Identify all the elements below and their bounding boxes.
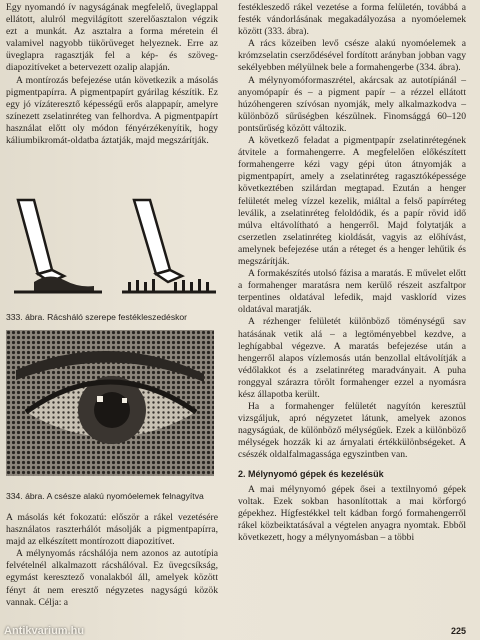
paragraph: A mai mélynyomó gépek ősei a textilnyomó gépek voltak. Ezek sokban hasonlítottak a mai körforgó gépekhez. Hígfestékkel telt kádban forgó formahengerről rákel közbeiktatásával a végtelen anyagra nyomtak. Ebből következett, hogy a mélynyomásban – a többi [238, 483, 466, 544]
paragraph: Egy nyomandó ív nagyságának megfelelő, üveglappal ellátott, alulról megvilágított szerelőasztalon végzik ezt a munkát. Az asztalra a forma méretein él valamivel nagyobb tükörüveget helyeznek. Erre az üveglapra ragasztják fel a kép- és szöveg-diapozitíveket a betervezett ozalip alapján. [6, 2, 218, 74]
figure-334-caption: 334. ábra. A csésze alakú nyomóelemek felnagyítva [6, 491, 204, 501]
paragraph: festékleszedő rákel vezetése a forma felületén, továbbá a festék vándorlásának megakadályozása a nyomóelemek között (333. ábra). [238, 2, 466, 38]
paragraph: A formakészítés utolsó fázisa a maratás. E művelet előtt a formahenger maratásra nem kerülő részeit aszfaltpor terpentines oldatával lefedik, majd vaskloríd vizes oldatával maratják. [238, 268, 466, 316]
figure-333-caption: 333. ábra. Rácsháló szerepe festékleszedéskor [6, 312, 188, 322]
paragraph: A rács közeiben levő csésze alakú nyomóelemek a krómzselatin cserződésével fordított arányban jobban vagy sekélyebben mélyülnek bele a formahengerbe (334. ábra). [238, 38, 466, 74]
paragraph: Ha a formahenger felületét nagyítón keresztül vizsgáljuk, apró négyzetet látunk, amelyek azonos nagyságúak, de különböző mélységűek. Ezek a különböző mélységek hozzák ki az árnyalati értékkülönbségeket. A csészék oldalfalmagassága egyszintben van. [238, 401, 466, 461]
watermark: Antikvarium.hu [4, 625, 85, 637]
section-heading: 2. Mélynyomó gépek és kezelésük [238, 468, 384, 479]
paragraph: A montírozás befejezése után következik a másolás pigmentpapírra. A pigmentpapírt gyárilag készítik. Ez egy jó vízáteresztő képességű erős alappapír, amelyre színezett zselatinréteg van felhordva. A pigmentpapírt használat előtt oly módon fényérzékenyítik, hogy káliumbikromát-oldatba áztatják, majd megszárítják. [6, 74, 218, 147]
right-column [238, 2, 466, 544]
page-number: 225 [450, 626, 466, 636]
paragraph: A következő feladat a pigmentpapír zselatinrétegének átvitele a formahengerre. A megfelelően előkészített formahengerre kézi vagy gépi úton átnyomják a pigmentpapírt, amely a zselatinréteg ragasztóképessége következtében szilárdan megtapad. Ezután a henger felületét meleg vízzel kezelik, miáltal a felső papírréteg leválik, a zselatinréteg feloldódik, és a papír rövid idő múlva eltávolítható a hengerről. Majd folytatják a cserzetlen zselatinréteg kioldását, vagyis az előhívást, amelynek befejezése után a réteget és a henger lehűtik és megszárítják. [238, 135, 466, 267]
figure-334-eye-halftone [6, 330, 214, 476]
left-column-top [6, 2, 218, 147]
paragraph: A mélynyomóformaszrétel, akárcsak az autotípiánál – anyomópapír és – a pigment papír – a rézzel ellátott húzóhengeren szívósan nyomják, mely alkalmazkodva – különböző sűrűségben készülnek. Finomsággá 60–120 pontsűrűség között változik. [238, 74, 466, 134]
paragraph: A másolás két fokozatú: először a rákel vezetésére használatos raszterhálót másolják a pigmentpapírra, majd az elkészített montírozott diapozitívet. [6, 512, 218, 548]
paragraph: A mélynyomás rácshálója nem azonos az autotípia felvételnél alkalmazott rácshálóval. Ez üvegcsíkság, egymást keresztező vonalakból áll, amelyek között fényt át nem eresztő négyzetes nagyságú közök vannak. Célja: a [6, 548, 218, 608]
left-column-bottom [6, 512, 218, 609]
paragraph: A rézhenger felületét különböző töménységű sav hatásának vetik alá – a legtöményebbel kezdve, a leghígabbal végezve. A maratás befejezése után a hengerről alapos vízlemosás után benzollal eltávolítják a védőlakkot és a zselatinréteg maradványait. A puha ronggyal szárazra törölt formahenger ezzel a nyomásra kész állapotba került. [238, 316, 466, 400]
figure-333-squeegee-diagram [4, 190, 218, 308]
